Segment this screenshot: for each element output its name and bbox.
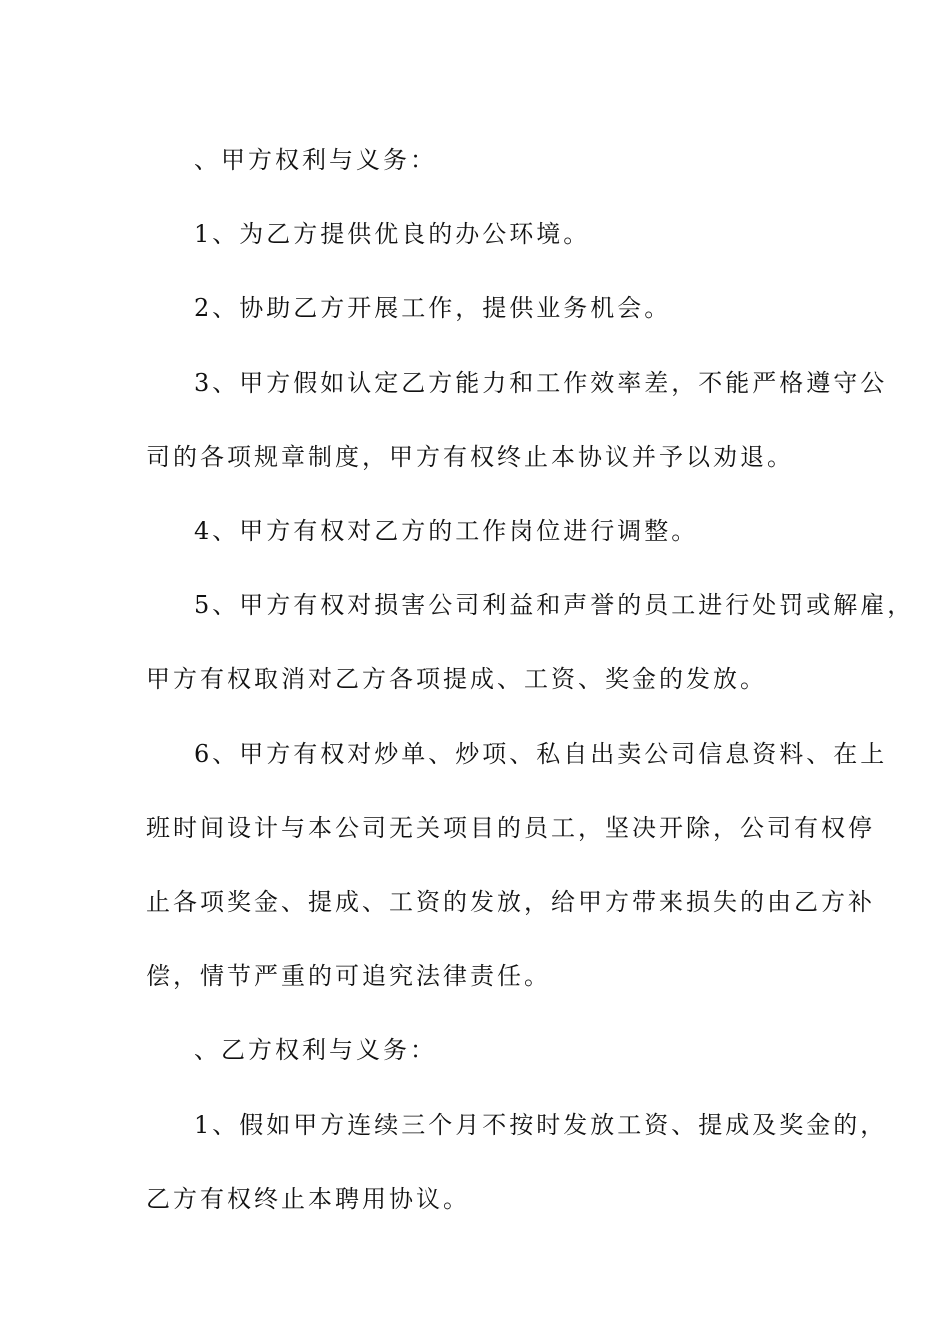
paragraph-a5-line1: 5、甲方有权对损害公司利益和声誉的员工进行处罚或解雇， [194,591,915,620]
section-heading-party-b: 、乙方权利与义务： [194,1036,437,1065]
paragraph-a3-line1: 3、甲方假如认定乙方能力和工作效率差，不能严格遵守公 [194,368,888,397]
paragraph-a6-line3: 止各项奖金、提成、工资的发放，给甲方带来损失的由乙方补 [146,888,875,917]
paragraph-b1-line2: 乙方有权终止本聘用协议。 [146,1184,470,1213]
paragraph-a6-line4: 偿，情节严重的可追究法律责任。 [146,962,551,991]
paragraph-b1-line1: 1、假如甲方连续三个月不按时发放工资、提成及奖金的， [194,1110,888,1139]
paragraph-a6-line1: 6、甲方有权对炒单、炒项、私自出卖公司信息资料、在上 [194,739,888,768]
paragraph-a4: 4、甲方有权对乙方的工作岗位进行调整。 [194,517,699,546]
paragraph-a6-line2: 班时间设计与本公司无关项目的员工，坚决开除，公司有权停 [146,813,875,842]
paragraph-a1: 1、为乙方提供优良的办公环境。 [194,220,591,249]
paragraph-a2: 2、协助乙方开展工作，提供业务机会。 [194,294,672,323]
section-heading-party-a: 、甲方权利与义务： [194,146,437,174]
paragraph-a3-line2: 司的各项规章制度，甲方有权终止本协议并予以劝退。 [146,442,794,471]
document-body [146,123,915,1236]
paragraph-a5-line2: 甲方有权取消对乙方各项提成、工资、奖金的发放。 [146,665,767,694]
